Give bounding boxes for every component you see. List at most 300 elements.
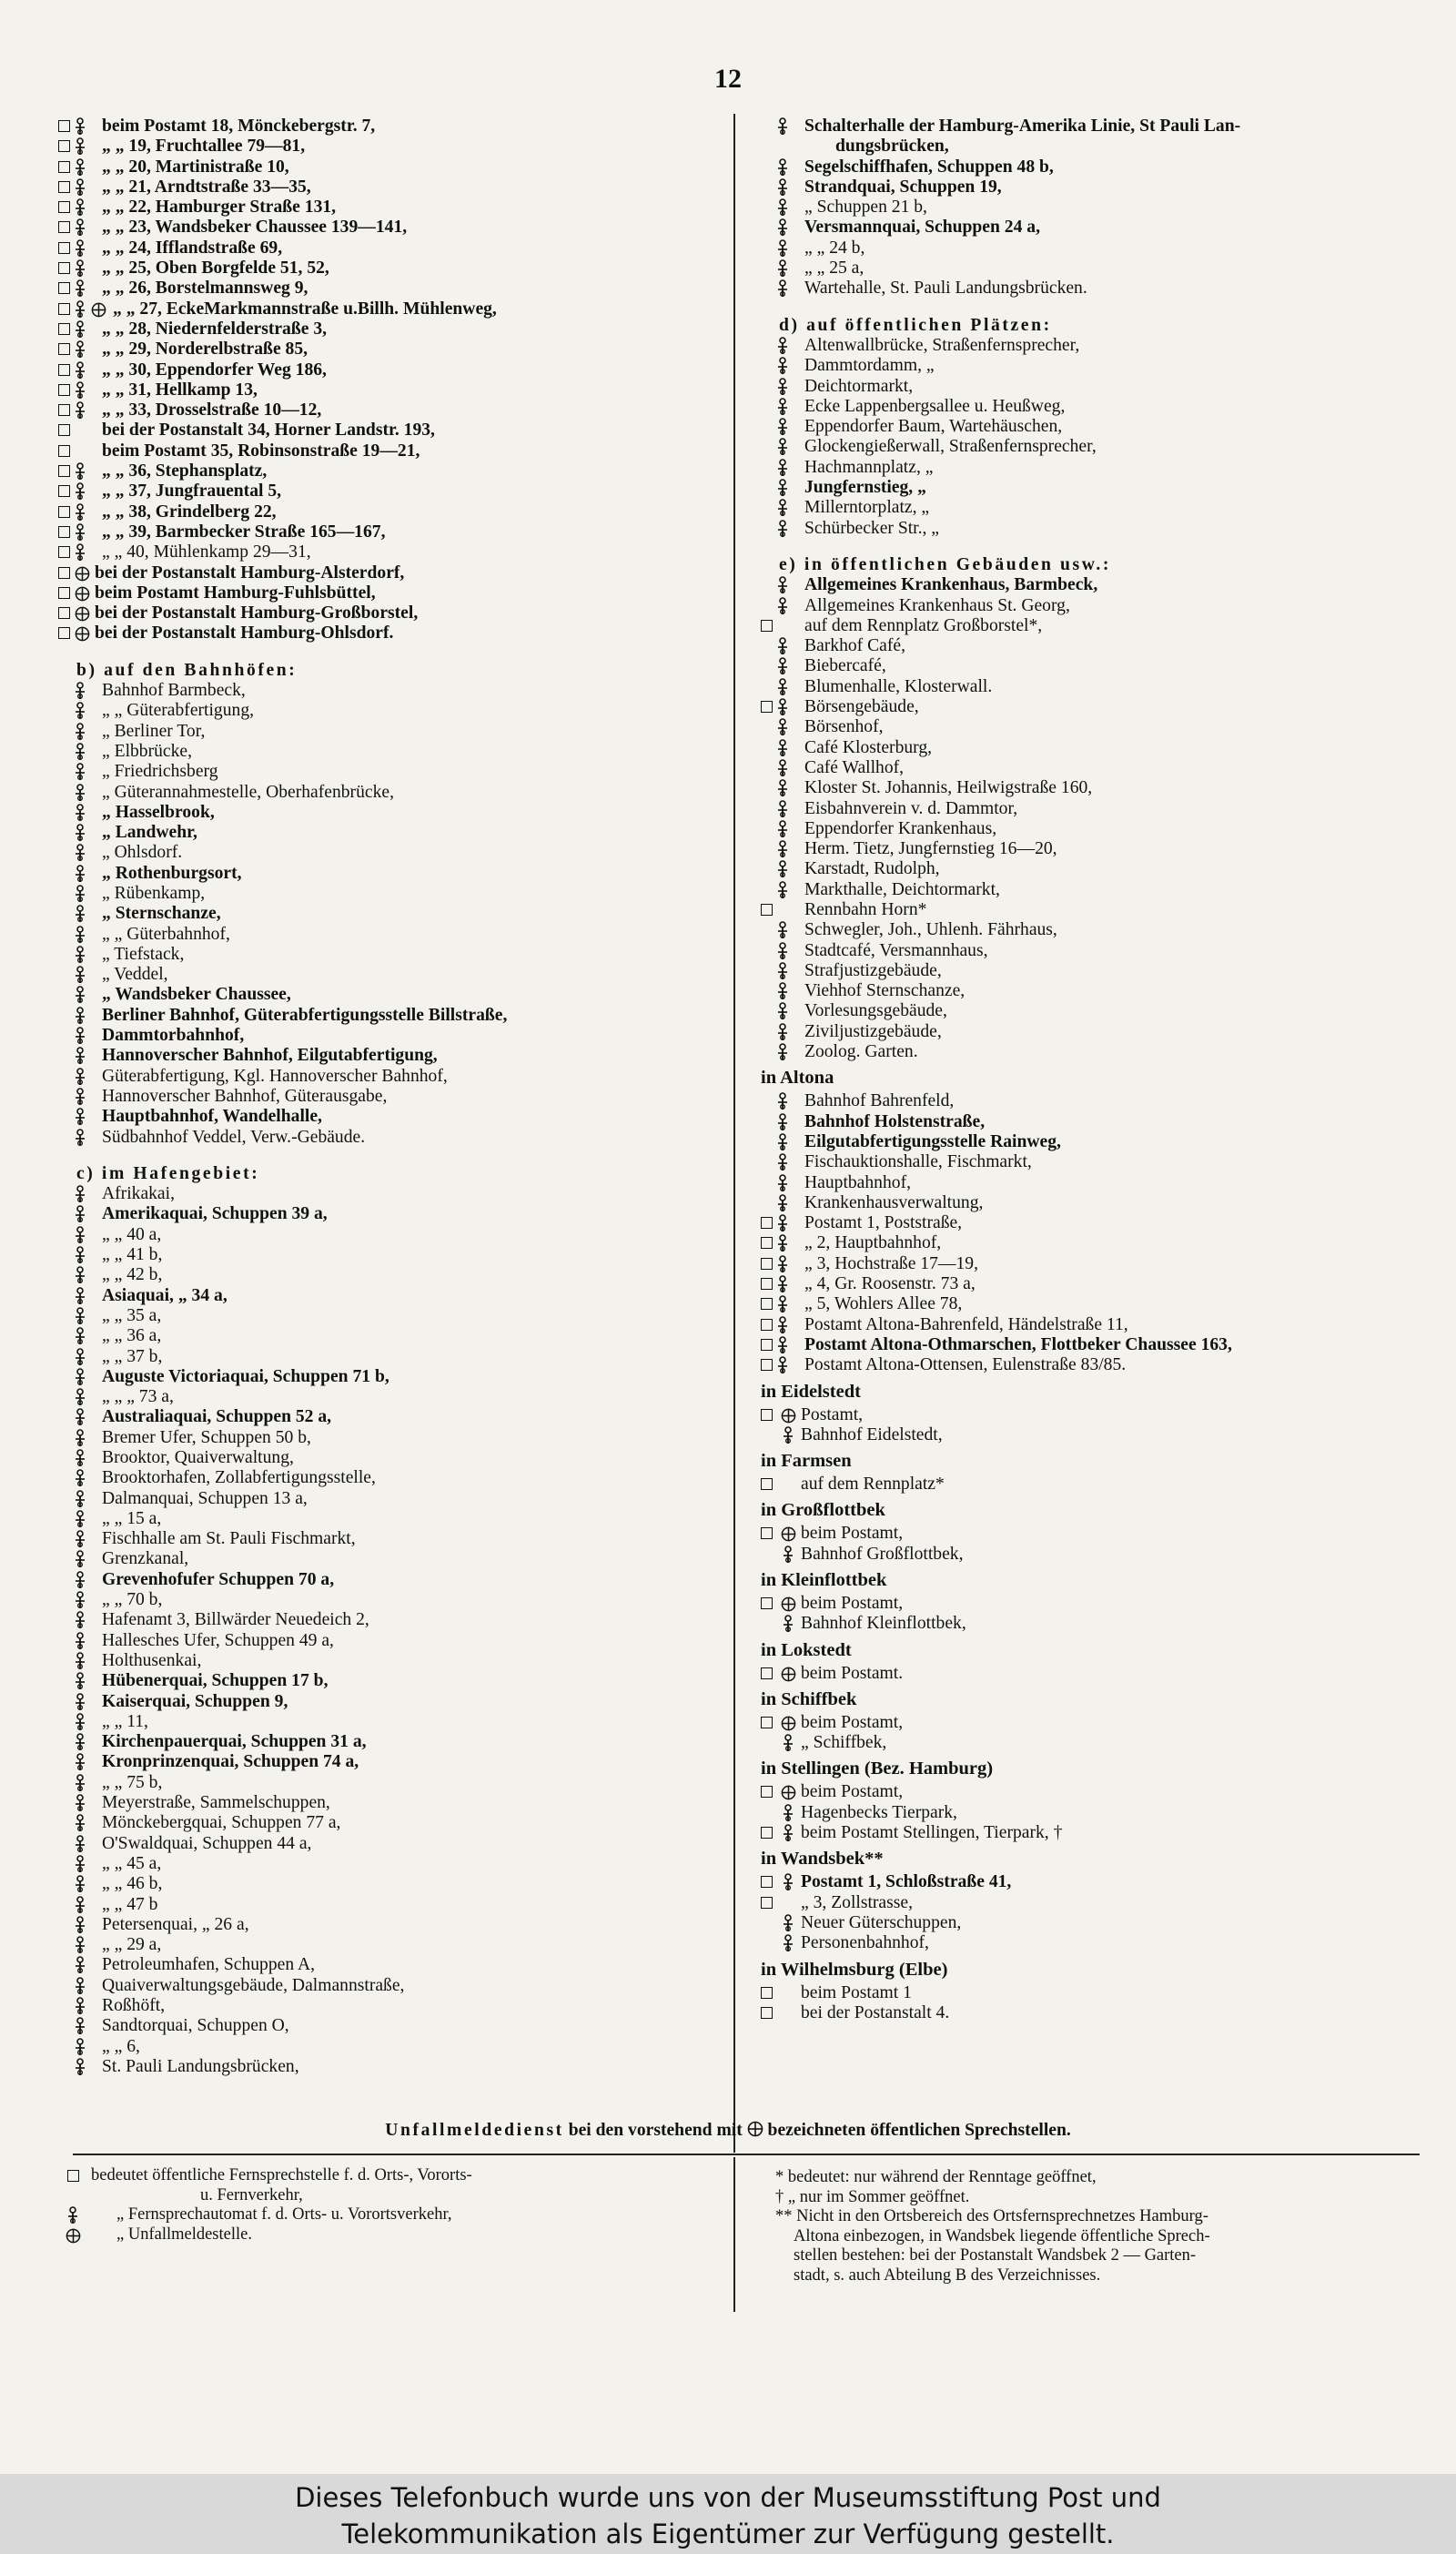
legend-text: u. Fernverkehr, [200,2185,303,2204]
list-item [761,758,1416,778]
telephone-automat-icon [73,1226,87,1244]
list-item-text: „ Ohlsdorf. [102,843,183,863]
list-item [761,198,1416,218]
list-item-text: „ 2, Hauptbahnhof, [804,1233,942,1253]
list-item [58,1367,695,1387]
list-item-text: Roßhöft, [102,1996,166,2016]
list-item-text: Australiaquai, Schuppen 52 a, [102,1407,332,1427]
list-item [58,722,695,742]
list-item-text: „ „ 25 a, [804,258,864,279]
telephone-automat-icon [73,905,87,923]
footnote-line: ** Nicht in den Ortsbereich des Ortsfernsprechnetzes Hamburg- [775,2207,1208,2225]
telephone-automat-icon [775,279,790,298]
list-item [761,137,1416,157]
list-item-text: „ „ 46 b, [102,1874,163,1894]
footnote-line: * bedeutet: nur während der Renntage geöffnet, [775,2168,1097,2186]
list-item-text: Postamt Altona-Ottensen, Eulenstraße 83/85. [804,1355,1127,1375]
telephone-automat-icon [73,824,87,842]
list-item-text: Ecke Lappenbergsallee u. Heußweg, [804,396,1066,416]
telephone-automat-icon [73,986,87,1004]
list-item [58,1407,695,1427]
telephone-automat-icon [73,1936,87,1954]
list-item-text: Bahnhof Kleinflottbek, [801,1614,966,1634]
telephone-automat-icon [73,1327,87,1345]
public-phone-box-icon [761,1339,773,1351]
telephone-automat-icon [775,881,790,899]
list-item-text: „ „ 47 b [102,1894,158,1914]
telephone-automat-icon [775,1133,790,1151]
list-item [58,522,695,542]
town-heading [761,1068,1416,1091]
list-item-text: „ „ 35 a, [102,1305,162,1325]
list-item [761,1132,1416,1152]
list-item [58,1651,695,1671]
telephone-automat-icon [73,682,87,700]
accident-report-cross-icon [781,1785,796,1800]
telephone-automat-icon [775,1092,790,1110]
telephone-automat-icon [73,1266,87,1284]
list-item [761,1254,1416,1274]
telephone-automat-icon [73,1652,87,1670]
list-item [58,1854,695,1874]
list-item-text: „ „ 19, Fruchtallee 79—81, [102,137,306,157]
public-phone-box-icon [58,424,70,436]
public-phone-box-icon [58,323,70,335]
telephone-automat-icon [73,178,87,197]
telephone-automat-icon [73,784,87,802]
telephone-automat-icon [73,462,87,481]
public-phone-box-icon [761,1278,773,1290]
public-phone-box-icon [58,201,70,213]
list-item [58,1509,695,1529]
list-item [58,843,695,863]
telephone-automat-icon [775,1356,790,1374]
public-phone-box-icon [58,364,70,376]
list-item-text: bei der Postanstalt 34, Horner Landstr. 193, [102,421,435,441]
section-heading [761,316,1416,336]
list-item-text: „ „ 6, [102,2036,140,2056]
public-phone-box-icon [58,181,70,193]
list-item-text: Asiaquai, „ 34 a, [102,1285,228,1305]
telephone-automat-icon [781,1804,795,1822]
telephone-automat-icon [73,1814,87,1832]
list-item [58,1874,695,1894]
accident-report-cross-icon [75,566,90,582]
list-item-text: Jungfernstieg, „ [804,478,926,498]
list-item [58,1895,695,1915]
telephone-automat-icon [781,1546,795,1564]
telephone-automat-icon [73,158,87,177]
list-item [761,1803,1416,1823]
list-item [58,117,695,137]
list-item-text: Bremer Ufer, Schuppen 50 b, [102,1427,311,1447]
public-phone-box-icon [761,1786,773,1798]
telephone-automat-icon [73,1047,87,1065]
list-item [58,1671,695,1691]
public-phone-box-icon [761,1667,773,1679]
list-item [58,803,695,823]
list-item-text: Hachmannplatz, „ [804,457,934,477]
list-item-text: Wartehalle, St. Pauli Landungsbrücken. [804,279,1087,299]
public-phone-box-icon [761,1319,773,1331]
list-item [761,1823,1416,1843]
list-item [761,1294,1416,1314]
list-item [58,762,695,782]
telephone-automat-icon [73,885,87,903]
footnote-line: † „ nur im Sommer geöffnet. [775,2187,970,2206]
list-item [58,1712,695,1732]
list-item [761,900,1416,920]
list-item [761,1042,1416,1062]
telephone-automat-icon [775,198,790,217]
list-item [761,920,1416,940]
list-item-text: bei der Postanstalt Hamburg-Großborstel, [95,603,419,623]
unfall-cross-icon [747,2121,763,2137]
list-item-text: Auguste Victoriaquai, Schuppen 71 b, [102,1366,389,1386]
list-item-text: „ Wandsbeker Chaussee, [102,985,291,1005]
list-item [761,981,1416,1001]
list-item-text: Kaiserquai, Schuppen 9, [102,1691,288,1711]
list-item-text: „ Elbbrücke, [102,741,193,761]
list-item-text: Kirchenpauerquai, Schuppen 31 a, [102,1732,367,1752]
public-phone-box-icon [58,262,70,274]
list-item-text: Café Wallhof, [804,757,905,777]
list-item-text: „ Güterannahmestelle, Oberhafenbrücke, [102,782,394,802]
list-item [761,859,1416,879]
list-item [58,441,695,461]
list-item-text: Biebercafé, [804,656,886,676]
telephone-automat-icon [775,820,790,838]
telephone-automat-icon [73,702,87,720]
list-item [58,742,695,762]
list-item-text: Stadtcafé, Versmannhaus, [804,940,988,960]
telephone-automat-icon [73,1287,87,1305]
list-item [761,961,1416,981]
town-heading-text: in Farmsen [761,1451,852,1472]
telephone-automat-icon [73,239,87,258]
telephone-automat-icon [775,1275,790,1293]
telephone-automat-icon [775,1295,790,1313]
list-item-text: Holthusenkai, [102,1650,202,1670]
list-item [58,1834,695,1854]
list-item-text: Quaiverwaltungsgebäude, Dalmannstraße, [102,1975,405,1995]
section-heading [58,1164,695,1184]
telephone-automat-icon [775,718,790,736]
telephone-automat-icon [73,1205,87,1223]
list-item-text: Glockengießerwall, Straßenfernsprecher, [804,437,1097,457]
list-item [58,542,695,562]
section-heading-text: c) im Hafengebiet: [76,1163,260,1183]
list-item-text: Personenbahnhof, [801,1933,929,1953]
list-item [761,1091,1416,1111]
list-item-text: „ „ 70 b, [102,1590,163,1610]
public-phone-box-icon [58,587,70,599]
section-heading [761,555,1416,575]
telephone-automat-icon [73,1753,87,1771]
public-phone-box-icon [58,567,70,579]
legend-text: bedeutet öffentliche Fernsprechstelle f. d. Orts-, Vororts- [91,2166,472,2184]
telephone-automat-icon [73,1027,87,1045]
list-item-text: Bahnhof Barmbeck, [102,681,246,701]
telephone-automat-icon [73,1632,87,1650]
telephone-automat-icon [73,1693,87,1711]
list-item [58,360,695,380]
telephone-automat-icon [73,1068,87,1086]
town-heading [761,1758,1416,1782]
telephone-automat-icon [73,966,87,984]
list-item-text: Postamt Altona-Bahrenfeld, Händelstraße 11, [804,1314,1128,1334]
list-item [58,985,695,1005]
telephone-automat-icon [775,1234,790,1252]
telephone-automat-icon [775,1316,790,1334]
telephone-automat-icon [775,1023,790,1041]
footnote-line: stadt, s. auch Abteilung B des Verzeichnisses. [794,2265,1101,2285]
telephone-automat-icon [73,1408,87,1426]
list-item-text: Karstadt, Rudolph, [804,859,940,879]
telephone-automat-icon [73,1733,87,1751]
list-item-text: Hallesches Ufer, Schuppen 49 a, [102,1630,334,1650]
telephone-automat-icon [73,1307,87,1325]
list-item [761,819,1416,839]
public-phone-box-icon [58,465,70,477]
list-item [58,1955,695,1975]
list-item [761,839,1416,859]
page-number: 12 [714,64,742,94]
right-column [761,117,1416,2023]
list-item-text: Neuer Güterschuppen, [801,1912,962,1932]
list-item [761,356,1416,376]
public-phone-box-icon [761,1597,773,1609]
list-item-text: dungsbrücken, [835,137,949,157]
list-item [58,1793,695,1813]
list-item-text: Postamt, [801,1404,864,1424]
list-item-text: Schwegler, Joh., Uhlenh. Fährhaus, [804,920,1057,940]
list-item [58,945,695,965]
telephone-automat-icon [73,1388,87,1406]
list-item [761,258,1416,279]
list-item-text: Strandquai, Schuppen 19, [804,177,1002,197]
telephone-automat-icon [73,1510,87,1528]
public-phone-box-icon [58,506,70,518]
list-item-text: Brooktorhafen, Zollabfertigungsstelle, [102,1468,376,1488]
list-item-text: beim Postamt 18, Mönckebergstr. 7, [102,117,376,136]
town-heading-text: in Altona [761,1068,834,1089]
telephone-automat-icon [775,657,790,675]
accident-report-cross-icon [75,626,90,642]
list-item-text: Markthalle, Deichtormarkt, [804,879,1000,899]
list-item-text: Krankenhausverwaltung, [804,1192,984,1212]
column-divider [733,114,735,2153]
list-item-text: Bahnhof Eidelstedt, [801,1424,943,1444]
town-heading [761,1849,1416,1872]
public-phone-box-icon [58,221,70,233]
list-item-text: Bahnhof Holstenstraße, [804,1111,986,1131]
list-item-text: „ „ 36, Stephansplatz, [102,461,268,481]
list-item-text: „ 3, Hochstraße 17—19, [804,1253,978,1273]
list-item [58,1631,695,1651]
telephone-automat-icon [775,982,790,1000]
list-item [761,238,1416,258]
accident-report-cross-icon [75,606,90,622]
public-phone-box-icon [761,1258,773,1270]
list-item-text: „ „ 31, Hellkamp 13, [102,380,258,400]
telephone-automat-icon [73,259,87,278]
accident-report-cross-icon [66,2228,81,2244]
public-phone-box-icon [761,1298,773,1310]
list-item-text: „ „ 42 b, [102,1265,163,1285]
list-item [58,1107,695,1127]
telephone-automat-icon [73,543,87,562]
telephone-automat-icon [781,1824,795,1842]
telephone-automat-icon [775,218,790,237]
telephone-automat-icon [73,723,87,741]
list-item-text: Güterabfertigung, Kgl. Hannoverscher Bahnhof, [102,1066,448,1086]
list-item [58,319,695,340]
telephone-automat-icon [775,459,790,477]
list-item-text: „ „ 40 a, [102,1224,162,1244]
list-item [58,1489,695,1509]
list-item-text: Grenzkanal, [102,1549,189,1569]
telephone-automat-icon [73,1007,87,1025]
list-item [761,1152,1416,1172]
list-item [761,397,1416,417]
list-item-text: beim Postamt 1 [801,1982,912,2002]
list-item [58,380,695,400]
telephone-automat-icon [775,1113,790,1131]
list-item-text: Segelschiffhafen, Schuppen 48 b, [804,157,1054,177]
telephone-automat-icon [781,1914,795,1932]
telephone-automat-icon [73,1774,87,1792]
telephone-automat-icon [781,1615,795,1633]
telephone-automat-icon [73,340,87,359]
telephone-automat-icon [775,779,790,797]
list-item-text: Millerntorplatz, „ [804,498,930,518]
list-item-text: Petroleumhafen, Schuppen A, [102,1955,315,1975]
list-item [58,258,695,279]
list-item [58,502,695,522]
list-item-text: Grevenhofufer Schuppen 70 a, [102,1569,335,1589]
list-item-text: Postamt 1, Schloßstraße 41, [801,1872,1012,1892]
list-item-text: „ „ 20, Martinistraße 10, [102,157,289,177]
public-phone-box-icon [58,303,70,315]
town-heading-text: in Wilhelmsburg (Elbe) [761,1959,948,1980]
list-item-text: beim Postamt. [801,1663,904,1683]
list-item [761,218,1416,238]
telephone-automat-icon [73,2017,87,2035]
list-item [761,498,1416,518]
public-phone-box-icon [761,1237,773,1249]
public-phone-box-icon [58,546,70,558]
list-item-text: St. Pauli Landungsbrücken, [102,2056,299,2076]
list-item [58,623,695,644]
list-item [58,2016,695,2036]
symbol-legend [64,2166,719,2245]
public-phone-box-icon [761,2007,773,2019]
banner-line-2: Telekommunikation als Eigentümer zur Verfügung gestellt. [341,2519,1115,2549]
list-item [58,1286,695,1306]
legend-text: „ Fernsprechautomat f. d. Orts- u. Vorortsverkehr, [116,2205,452,2224]
list-item-text: Kronprinzenquai, Schuppen 74 a, [102,1752,359,1772]
telephone-automat-icon [775,860,790,878]
town-heading [761,1960,1416,1983]
public-phone-box-icon [58,161,70,173]
list-item [761,1913,1416,1933]
list-item-text: Hafenamt 3, Billwärder Neuedeich 2, [102,1610,369,1630]
list-item [761,616,1416,636]
list-item [761,377,1416,397]
legend-row [64,2225,719,2245]
telephone-automat-icon [73,137,87,156]
spacer [58,1148,695,1160]
list-item [58,137,695,157]
footnote-line: Altona einbezogen, in Wandsbek liegende öffentliche Sprech- [794,2226,1210,2245]
public-phone-box-icon [58,242,70,254]
list-item [761,738,1416,758]
list-item-text: Allgemeines Krankenhaus, Barmbeck, [804,575,1098,595]
telephone-automat-icon [775,921,790,939]
telephone-automat-icon [73,946,87,964]
telephone-automat-icon [73,1449,87,1467]
list-item [761,778,1416,798]
list-item [761,656,1416,676]
list-item [58,1128,695,1148]
list-item [761,1475,1416,1495]
list-item [58,925,695,945]
list-item-text: „ „ 24, Ifflandstraße 69, [102,238,283,258]
list-item-text: Mönckebergquai, Schuppen 77 a, [102,1813,341,1833]
telephone-automat-icon [781,1934,795,1952]
public-phone-box-icon [761,1897,773,1909]
list-item [761,1893,1416,1913]
telephone-automat-icon [73,1129,87,1147]
list-item-text: Altenwallbrücke, Straßenfernsprecher, [804,335,1080,355]
telephone-automat-icon [73,503,87,522]
telephone-automat-icon [775,1002,790,1020]
list-item [58,198,695,218]
list-item-text: „ Berliner Tor, [102,721,206,741]
footnote-rule [73,2154,1420,2155]
list-item-text: Hannoverscher Bahnhof, Güterausgabe, [102,1086,388,1106]
list-item [58,965,695,985]
telephone-automat-icon [73,865,87,883]
telephone-automat-icon [73,1530,87,1548]
telephone-automat-icon [73,1591,87,1609]
list-item-text: „ Schuppen 21 b, [804,198,927,218]
list-item [58,1225,695,1245]
list-item-text: Hauptbahnhof, Wandelhalle, [102,1107,322,1127]
list-item-text: Rennbahn Horn* [804,899,927,919]
legend-row [64,2186,719,2206]
public-phone-box-icon [761,1827,773,1839]
telephone-automat-icon [775,357,790,375]
telephone-automat-icon [781,1873,795,1891]
list-item [58,1306,695,1326]
unfall-note-lead: Unfallmeldedienst [385,2121,564,2140]
list-item [58,1773,695,1793]
list-item-text: Viehhof Sternschanze, [804,981,966,1001]
list-item-text: „ Veddel, [102,965,168,985]
list-item-text: Börsenhof, [804,717,884,737]
list-item-text: „ Sternschanze, [102,904,221,924]
list-item-text: Fischauktionshalle, Fischmarkt, [804,1152,1032,1172]
list-item-text: „ Hasselbrook, [102,802,215,822]
list-item [58,1529,695,1549]
list-item [761,1983,1416,2003]
telephone-automat-icon [775,1214,790,1232]
list-item [761,1782,1416,1802]
list-item [761,1524,1416,1544]
list-item [761,1112,1416,1132]
